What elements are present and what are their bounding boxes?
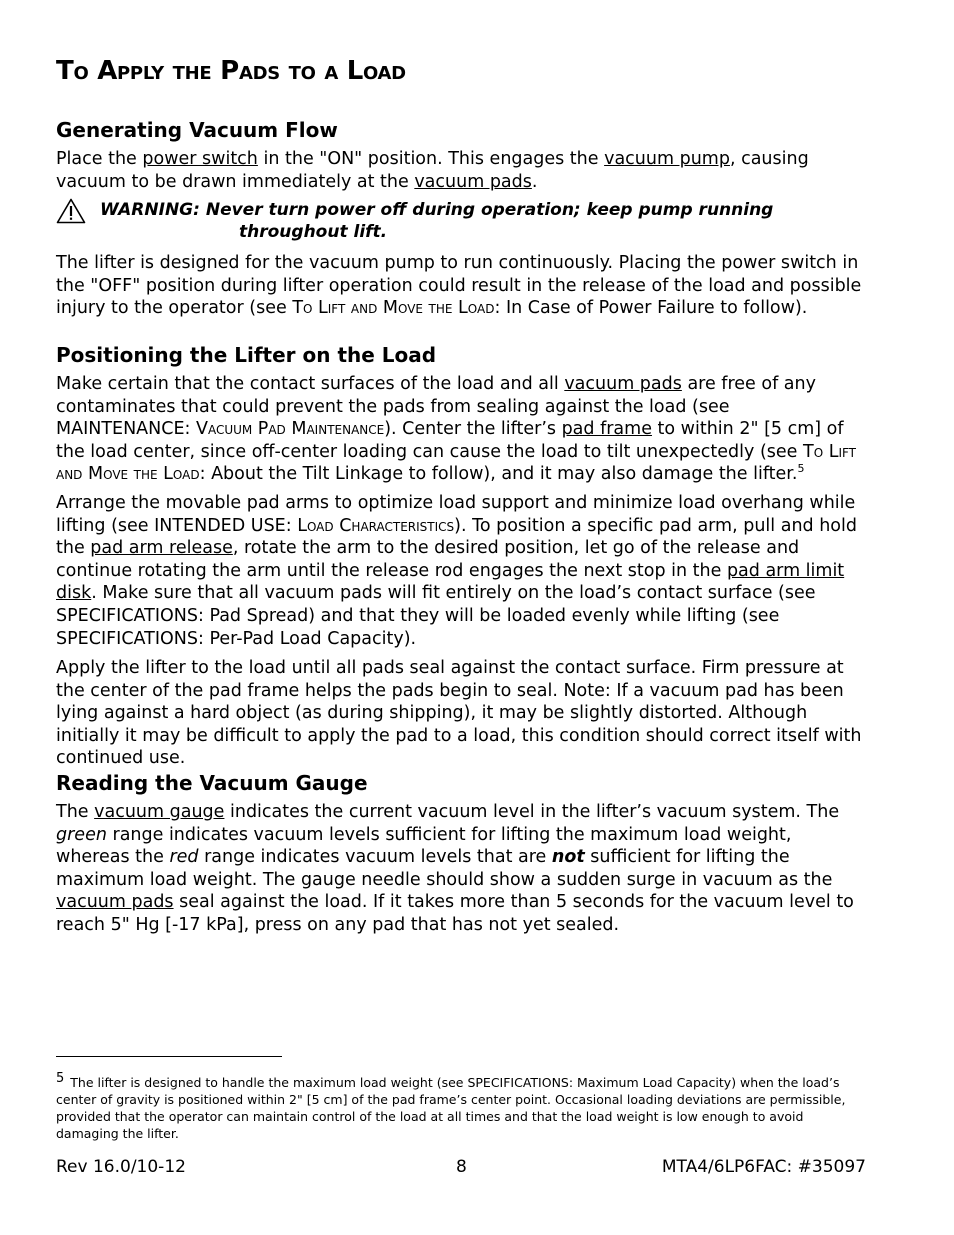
term-vacuum-pads: vacuum pads: [414, 171, 532, 192]
cross-reference: To Lift and Move the Load: [292, 298, 495, 319]
footnote-mark: 5: [56, 1071, 65, 1086]
paragraph-generating-2: The lifter is designed for the vacuum pump to run continuously. Placing the power switch in the "OFF" position during lifter operation could result in the release of the load and possible injury to the operator (see To Lift and Move the Load: In Case of Power Failure to follow).: [56, 253, 862, 319]
term-vacuum-gauge: vacuum gauge: [94, 802, 225, 822]
warning-text-line1: WARNING: Never turn power off during operation; keep pump running: [100, 200, 774, 220]
cross-reference: Load Characteristics: [297, 515, 455, 536]
term-pad-frame: pad frame: [561, 419, 652, 440]
section-heading-positioning: Positioning the Lifter on the Load: [56, 343, 437, 367]
footnote-text: The lifter is designed to handle the maximum load weight (see SPECIFICATIONS: Maximum Load Capacity) when the load’s center of gravity is positioned within 2" [5 cm] of the pad frame’s center point. Occasional loading deviations are permissible, provided that the operator can maintain control of the load at all times and that the load weight is low enough to avoid damaging the lifter.: [56, 1075, 846, 1141]
warning-triangle-icon: [56, 198, 86, 224]
paragraph-generating-1: Place the power switch in the "ON" position. This engages the vacuum pump, causing vacuum to be drawn immediately at the vacuum pads.: [56, 149, 809, 192]
model-number: MTA4/6LP6FAC: #35097: [661, 1157, 866, 1177]
cross-reference: To Lift and Move the Load: [56, 441, 857, 485]
term-vacuum-pump: vacuum pump: [604, 149, 730, 169]
footnote-divider: [56, 1056, 282, 1057]
paragraph-gauge-1: The vacuum gauge indicates the current vacuum level in the lifter’s vacuum system. The green range indicates vacuum levels sufficient for lifting the maximum load weight, whereas the red range indicates vacuum levels that are not sufficient for lifting the maximum load weight. The gauge needle should show a sudden surge in vacuum as the vacuum pads seal against the load. If it takes more than 5 seconds for the vacuum level to reach 5" Hg [-17 kPa], press on any pad that has not yet sealed.: [56, 802, 854, 935]
page-number: 8: [456, 1157, 467, 1177]
term-vacuum-pads: vacuum pads: [56, 892, 174, 913]
paragraph-positioning-3: Apply the lifter to the load until all pads seal against the contact surface. Firm pressure at the center of the pad frame helps the pads begin to seal. Note: If a vacuum pad has been lying against a hard object (as during shipping), it may be slightly distorted. Although initially it may be difficult to apply the pad to a load, this condition should correct itself with continued use.: [56, 658, 862, 769]
cross-reference: Vacuum Pad Maintenance: [195, 419, 385, 440]
section-heading-generating: Generating Vacuum Flow: [56, 118, 338, 142]
paragraph-positioning-2: Arrange the movable pad arms to optimize load support and minimize load overhang while lifting (see INTENDED USE: Load Characteristics). To position a specific pad arm, pull and hold the pad arm release, rotate the arm to the desired position, let go of the release and continue rotating the arm until the release rod engages the next stop in the pad arm limit disk. Make sure that all vacuum pads will fit entirely on the load’s contact surface (see SPECIFICATIONS: Pad Spread) and that they will be loaded evenly while lifting (see SPECIFICATIONS: Per-Pad Load Capacity).: [56, 493, 857, 649]
term-pad-arm-release: pad arm release: [90, 538, 233, 559]
page-title: To Apply the Pads to a Load: [56, 56, 406, 86]
term-pad-arm-limit-disk: pad arm limit disk: [56, 560, 845, 604]
revision-label: Rev 16.0/10-12: [56, 1157, 186, 1177]
footnote-ref: 5: [797, 462, 805, 476]
warning-text-line2: throughout lift.: [239, 222, 388, 242]
paragraph-positioning-1: Make certain that the contact surfaces of the load and all vacuum pads are free of any contaminates that could prevent the pads from sealing against the load (see MAINTENANCE: Vacuum Pad Maintenance). Center the lifter’s pad frame to within 2" [5 cm] of the load center, since off-center loading can cause the load to tilt unexpectedly (see To Lift and Move the Load: About the Tilt Linkage to follow), and it may also damage the lifter.$^5$: [56, 374, 857, 485]
term-power-switch: power switch: [142, 149, 258, 169]
section-heading-gauge: Reading the Vacuum Gauge: [56, 771, 368, 795]
footnote: [56, 1070, 866, 1142]
page-footer: [56, 1157, 866, 1181]
term-vacuum-pads: vacuum pads: [564, 374, 682, 394]
